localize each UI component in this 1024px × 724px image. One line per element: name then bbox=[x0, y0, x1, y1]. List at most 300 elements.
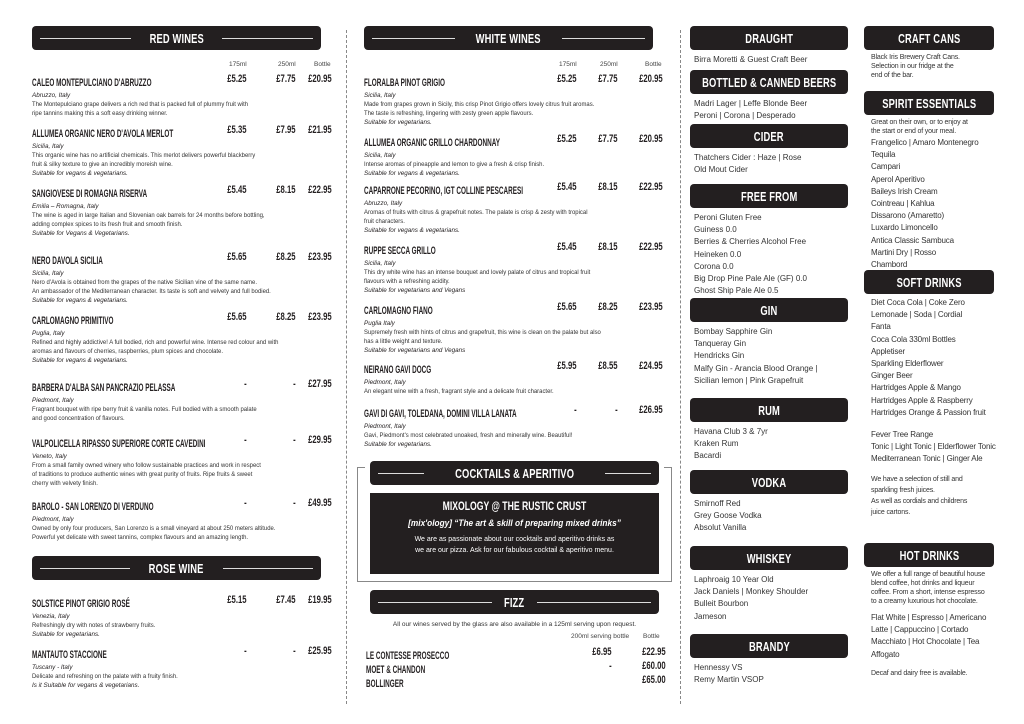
wine-description: flavours with a refreshing acidity. bbox=[364, 278, 450, 285]
wine-price: - bbox=[574, 404, 577, 416]
section-title: WHISKEY bbox=[746, 550, 792, 566]
wine-name: CAPARRONE PECORINO, IGT COLLINE PESCARESI bbox=[364, 185, 524, 197]
section-title: FIZZ bbox=[504, 594, 525, 610]
section-title: FREE FROM bbox=[740, 188, 798, 204]
wine-price: £25.95 bbox=[308, 645, 332, 657]
intro-text: We offer a full range of beautiful house bbox=[871, 571, 985, 578]
wine-price: £23.95 bbox=[308, 311, 332, 323]
drink-item: Jameson bbox=[694, 611, 727, 621]
drink-item: Luxardo Limoncello bbox=[871, 223, 938, 233]
size-header-1: 250ml bbox=[278, 61, 296, 68]
fizz-name: BOLLINGER bbox=[366, 678, 404, 690]
wine-price: - bbox=[293, 378, 296, 390]
wine-description: The Montepulciano grape delivers a rich red that is packed full of plummy fruit with bbox=[32, 101, 249, 108]
wine-region: Puglia, Italy bbox=[32, 330, 65, 337]
drink-item: Ginger Beer bbox=[871, 371, 913, 381]
header-rule bbox=[537, 602, 651, 603]
drink-item: Tonic | Light Tonic | Elderflower Tonic bbox=[871, 442, 996, 452]
wine-price: £20.95 bbox=[639, 73, 663, 85]
drink-item: Old Mout Cider bbox=[694, 165, 748, 175]
intro-text: Great on their own, or to enjoy at bbox=[871, 119, 968, 126]
drink-item: Coca Cola 330ml Bottles bbox=[871, 334, 956, 344]
drink-item: Appletiser bbox=[871, 346, 906, 356]
drink-item: Aperol Aperitivo bbox=[871, 174, 925, 184]
drink-list bbox=[871, 297, 1021, 518]
mixology-text-1: We are as passionate about our cocktails and aperitivo drinks as bbox=[414, 536, 615, 543]
fizz-note: All our wines served by the glass are also available in a 125ml serving upon request. bbox=[392, 621, 637, 628]
drink-item: Fever Tree Range bbox=[871, 430, 934, 440]
section-header bbox=[690, 634, 848, 658]
fizz-name: MOET & CHANDON bbox=[366, 664, 426, 676]
wine-region: Abruzzo, Italy bbox=[32, 92, 71, 99]
wine-price: £22.95 bbox=[639, 181, 663, 193]
size-header-0: 175ml bbox=[229, 61, 247, 68]
wine-description: Owned by only four producers, San Lorenzo is a small vineyard at about 250 meters altitude. bbox=[32, 525, 276, 532]
note-text: Decaf and dairy free is available. bbox=[871, 669, 968, 677]
drink-item: Fanta bbox=[871, 322, 891, 332]
section-title: COCKTAILS & APERITIVO bbox=[455, 465, 575, 481]
wine-description: fruit characters. bbox=[364, 218, 405, 225]
fizz-price: £60.00 bbox=[642, 660, 666, 672]
intro-text: Black Iris Brewery Craft Cans. bbox=[871, 54, 960, 61]
mixology-panel bbox=[370, 493, 659, 574]
section-title: SPIRIT ESSENTIALS bbox=[882, 95, 976, 111]
wine-item bbox=[32, 434, 337, 488]
wine-price: £5.45 bbox=[227, 184, 247, 196]
wine-price: - bbox=[293, 434, 296, 446]
wine-description: fruit & silky texture to give an incredibly moreish wine. bbox=[32, 161, 173, 168]
drink-item: Baileys Irish Cream bbox=[871, 186, 938, 196]
wine-item bbox=[32, 251, 337, 305]
wine-description: This dry white wine has an intense bouquet and lovely palate of citrus and tropical fruit bbox=[364, 269, 591, 276]
section-title: RED WINES bbox=[149, 30, 204, 46]
wine-price: £8.15 bbox=[276, 184, 296, 196]
column-divider bbox=[346, 30, 347, 704]
wine-region: Piedmont, Italy bbox=[32, 397, 74, 404]
drink-item: Heineken 0.0 bbox=[694, 249, 742, 259]
drink-item: Corona 0.0 bbox=[694, 261, 734, 271]
section-title: BRANDY bbox=[748, 638, 790, 654]
drink-list bbox=[871, 53, 1021, 80]
wine-region: Sicilia, Italy bbox=[32, 143, 64, 150]
wine-suitability: Suitable for Vegans & Vegetarians. bbox=[32, 230, 130, 237]
wine-region: Emilia – Romagna, Italy bbox=[32, 203, 99, 210]
drink-list bbox=[694, 574, 854, 623]
wine-description: and good concentration of flavours. bbox=[32, 415, 125, 422]
section-header bbox=[690, 398, 848, 422]
wine-description: This organic wine has no artificial chemicals. This merlot delivers powerful blackberry bbox=[32, 152, 256, 159]
wine-description: Nero d'Avola is obtained from the grapes of the native Sicilian vine of the same name. bbox=[32, 279, 258, 286]
section-header bbox=[32, 556, 321, 580]
wine-suitability: Suitable for vegans & vegetarians. bbox=[32, 170, 128, 177]
fizz-header bbox=[370, 590, 659, 614]
drink-list bbox=[694, 662, 854, 686]
fizz-name: LE CONTESSE PROSECCO bbox=[366, 650, 450, 662]
drink-item: Absolut Vanilla bbox=[694, 523, 747, 533]
drink-item: Tequila bbox=[871, 150, 896, 160]
wine-name: SANGIOVESE DI ROMAGNA RISERVA bbox=[32, 188, 148, 200]
wine-name: BARBERA D'ALBA SAN PANCRAZIO PELASSA bbox=[32, 382, 176, 394]
drink-item: Thatchers Cider : Haze | Rose bbox=[694, 153, 802, 162]
wine-suitability: Suitable for vegans & vegetarians. bbox=[364, 170, 460, 177]
wine-item bbox=[32, 594, 337, 639]
wine-price: £22.95 bbox=[639, 241, 663, 253]
drink-item: Macchiato | Hot Chocolate | Tea bbox=[871, 637, 980, 647]
section-title: BOTTLED & CANNED BEERS bbox=[701, 74, 837, 90]
section-header bbox=[690, 546, 848, 570]
wine-description: The wine is aged in large Italian and Slovenian oak barrels for 24 months before bottling, bbox=[32, 212, 265, 219]
drink-item: Lemonade | Soda | Cordial bbox=[871, 310, 963, 320]
section-header bbox=[864, 91, 994, 115]
section-title: GIN bbox=[760, 302, 778, 318]
wine-price: - bbox=[244, 434, 247, 446]
header-rule bbox=[372, 38, 455, 39]
wine-description: aromas and flavours of cherries, raspberries, plum spices and chocolate. bbox=[32, 348, 223, 355]
wine-description: of traditions to produce authentic wines with great purity of fruits. Ripe fruits & sweet bbox=[32, 471, 253, 478]
wine-price: £5.45 bbox=[557, 241, 577, 253]
wine-price: £29.95 bbox=[308, 434, 332, 446]
drink-list bbox=[694, 54, 854, 66]
header-rule bbox=[223, 568, 313, 569]
drink-item: Peroni | Corona | Desperado bbox=[694, 111, 796, 121]
drink-item: Diet Coca Cola | Coke Zero bbox=[871, 298, 965, 307]
drink-item: Mediterranean Tonic | Ginger Ale bbox=[871, 454, 983, 464]
section-title: SOFT DRINKS bbox=[896, 274, 962, 290]
intro-text: the start or end of your meal. bbox=[871, 128, 956, 135]
drink-item: Laphroaig 10 Year Old bbox=[694, 575, 774, 584]
wine-name: NERO DAVOLA SICILIA bbox=[32, 255, 103, 267]
wine-description: Refreshingly dry with notes of strawberry fruits. bbox=[32, 622, 156, 629]
size-header-2: Bottle bbox=[645, 61, 662, 68]
drink-item: Hartridges Apple & Raspberry bbox=[871, 395, 973, 405]
wine-name: NEIRANO GAVI DOCG bbox=[364, 364, 432, 376]
section-header bbox=[864, 270, 994, 294]
size-header-0: 175ml bbox=[559, 61, 577, 68]
drink-item: Bacardi bbox=[694, 451, 722, 461]
wine-name: CALEO MONTEPULCIANO D'ABRUZZO bbox=[32, 77, 152, 89]
drink-item: Hartridges Orange & Passion fruit bbox=[871, 407, 986, 417]
wine-name: GAVI DI GAVI, TOLEDANA, DOMINI VILLA LANATA bbox=[364, 408, 517, 420]
intro-text: to a creamy luxurious hot chocolate. bbox=[871, 598, 978, 605]
fizz-item bbox=[366, 674, 666, 692]
section-title: DRAUGHT bbox=[745, 30, 793, 46]
drink-item: Bombay Sapphire Gin bbox=[694, 327, 773, 336]
wine-price: £21.95 bbox=[308, 124, 332, 136]
header-rule bbox=[40, 568, 130, 569]
fizz-price: - bbox=[609, 660, 612, 672]
wine-price: £8.55 bbox=[598, 360, 618, 372]
drink-list bbox=[694, 498, 854, 535]
intro-text: Selection in our fridge at the bbox=[871, 63, 954, 70]
wine-region: Puglia Italy bbox=[364, 320, 395, 327]
fizz-price: £65.00 bbox=[642, 674, 666, 686]
wine-region: Piedmont, Italy bbox=[364, 379, 406, 386]
section-header bbox=[690, 470, 848, 494]
wine-price: £7.75 bbox=[598, 73, 618, 85]
drink-item: Kraken Rum bbox=[694, 439, 739, 449]
section-title: VODKA bbox=[751, 474, 787, 490]
wine-price: £5.65 bbox=[227, 251, 247, 263]
wine-name: BAROLO - SAN LORENZO DI VERDUNO bbox=[32, 501, 154, 513]
wine-price: £23.95 bbox=[639, 301, 663, 313]
section-header bbox=[364, 26, 653, 50]
drink-item: Malfy Gin - Arancia Blood Orange | bbox=[694, 363, 818, 373]
drink-item: Guiness 0.0 bbox=[694, 225, 737, 235]
wine-price: £7.95 bbox=[276, 124, 296, 136]
wine-price: £5.15 bbox=[227, 594, 247, 606]
wine-description: Powerful yet delicate with sweet tannins, complex flavours and an amazing length. bbox=[32, 534, 249, 541]
drink-item: Hartridges Apple & Mango bbox=[871, 383, 961, 393]
wine-name: VALPOLICELLA RIPASSO SUPERIORE CORTE CAVEDINI bbox=[32, 438, 206, 450]
drink-item: Cointreau | Kahlua bbox=[871, 199, 935, 209]
wine-description: Refined and highly addictive! A full bodied, rich and powerful wine. Intense red colour and with bbox=[32, 339, 279, 346]
section-title: WHITE WINES bbox=[475, 30, 542, 46]
wine-price: £8.25 bbox=[276, 251, 296, 263]
header-rule bbox=[378, 473, 424, 474]
section-header bbox=[864, 26, 994, 50]
wine-price: £26.95 bbox=[639, 404, 663, 416]
wine-price: £5.45 bbox=[557, 181, 577, 193]
wine-description: has a little weight and texture. bbox=[364, 338, 443, 345]
wine-price: £5.65 bbox=[227, 311, 247, 323]
note-text: juice cartons. bbox=[871, 508, 911, 516]
wine-price: £8.15 bbox=[598, 181, 618, 193]
wine-region: Sicilia, Italy bbox=[32, 270, 64, 277]
wine-item bbox=[32, 73, 337, 118]
wine-description: The taste is refreshing, lingering with zesty green apple flavours. bbox=[364, 110, 534, 117]
wine-suitability: Suitable for vegetarians. bbox=[364, 441, 432, 448]
column-divider bbox=[680, 30, 681, 704]
drink-item: Peroni Gluten Free bbox=[694, 213, 762, 222]
header-rule bbox=[40, 38, 131, 39]
drink-item: Big Drop Pine Pale Ale (GF) 0.0 bbox=[694, 274, 807, 284]
drink-item: Madri Lager | Leffe Blonde Beer bbox=[694, 99, 808, 108]
wine-item bbox=[364, 360, 669, 396]
section-header bbox=[690, 70, 848, 94]
spacer bbox=[871, 661, 1021, 669]
wine-price: £49.95 bbox=[308, 497, 332, 509]
wine-item bbox=[32, 497, 337, 542]
wine-description: An elegant wine with a fresh, fragrant style and a delicate fruit character. bbox=[364, 388, 554, 395]
section-title: CIDER bbox=[754, 128, 784, 144]
wine-description: adding complex spices to its fresh fruit and smooth finish. bbox=[32, 221, 183, 228]
wine-region: Tuscany - Italy bbox=[32, 664, 73, 671]
fizz-col-bottle: Bottle bbox=[643, 633, 660, 640]
section-header bbox=[32, 26, 321, 50]
drink-list bbox=[694, 98, 854, 122]
wine-region: Sicilia, Italy bbox=[364, 260, 396, 267]
wine-price: - bbox=[244, 378, 247, 390]
wine-item bbox=[364, 181, 669, 235]
wine-price: £27.95 bbox=[308, 378, 332, 390]
wine-description: Fragrant bouquet with ripe berry fruit & vanilla notes. Full bodied with a smooth palate bbox=[32, 406, 257, 413]
drink-item: Remy Martin VSOP bbox=[694, 675, 764, 685]
wine-price: £23.95 bbox=[308, 251, 332, 263]
wine-region: Piedmont, Italy bbox=[364, 423, 406, 430]
wine-price: £7.75 bbox=[276, 73, 296, 85]
wine-item bbox=[364, 404, 669, 449]
drink-item bbox=[871, 419, 1021, 429]
header-rule bbox=[378, 602, 492, 603]
wine-price: - bbox=[293, 497, 296, 509]
wine-suitability: Suitable for vegans & vegetarians. bbox=[32, 297, 128, 304]
section-header bbox=[690, 184, 848, 208]
wine-region: Piedmont, Italy bbox=[32, 516, 74, 523]
mixology-title: MIXOLOGY @ THE RUSTIC CRUST bbox=[442, 499, 587, 513]
section-header bbox=[690, 298, 848, 322]
wine-suitability: Suitable for vegans & vegetarians. bbox=[32, 357, 128, 364]
wine-suitability: Suitable for vegetarians. bbox=[364, 119, 432, 126]
spacer bbox=[871, 466, 1021, 474]
note-text: We have a selection of still and bbox=[871, 475, 963, 483]
wine-suitability: Is it Suitable for vegans & vegetarians. bbox=[32, 682, 140, 689]
wine-price: £5.95 bbox=[557, 360, 577, 372]
fizz-col-200ml: 200ml serving bottle bbox=[571, 633, 630, 640]
wine-description: Made from grapes grown in Sicily, this crisp Pinot Grigio offers lovely citrus fruit aromas. bbox=[364, 101, 595, 108]
wine-price: £8.15 bbox=[598, 241, 618, 253]
drink-list bbox=[694, 326, 854, 387]
intro-text: blend coffee, hot drinks and liqueur bbox=[871, 580, 975, 587]
wine-price: £19.95 bbox=[308, 594, 332, 606]
section-header bbox=[864, 543, 994, 567]
size-header-1: 250ml bbox=[600, 61, 618, 68]
wine-description: Supremely fresh with hints of citrus and grapefruit, this wine is clean on the palate but also bbox=[364, 329, 601, 336]
drink-item: Campari bbox=[871, 162, 901, 172]
wine-item bbox=[32, 378, 337, 423]
drink-item: Hennessy VS bbox=[694, 663, 743, 672]
drink-list bbox=[694, 426, 854, 463]
section-title: HOT DRINKS bbox=[899, 547, 959, 563]
drink-list bbox=[694, 152, 854, 176]
drink-item: Grey Goose Vodka bbox=[694, 511, 762, 521]
wine-description: Delicate and refreshing on the palate with a fruity finish. bbox=[32, 673, 178, 680]
drink-item: Latte | Cappuccino | Cortado bbox=[871, 625, 969, 635]
drink-item: Martini Dry | Rosso bbox=[871, 247, 937, 257]
fizz-price: £22.95 bbox=[642, 646, 666, 658]
wine-region: Sicilia, Italy bbox=[364, 152, 396, 159]
wine-price: £22.95 bbox=[308, 184, 332, 196]
drink-item: Sparkling Elderflower bbox=[871, 359, 944, 369]
wine-region: Sicilia, Italy bbox=[364, 92, 396, 99]
wine-price: £20.95 bbox=[308, 73, 332, 85]
wine-name: CARLOMAGNO PRIMITIVO bbox=[32, 315, 114, 327]
wine-name: FLORALBA PINOT GRIGIO bbox=[364, 77, 445, 89]
wine-name: SOLSTICE PINOT GRIGIO ROSÉ bbox=[32, 598, 130, 610]
wine-item bbox=[364, 73, 669, 127]
wine-description: ripe tannins making this a soft easy drinking winner. bbox=[32, 110, 168, 117]
wine-price: - bbox=[615, 404, 618, 416]
drink-item: Dissarono (Amaretto) bbox=[871, 211, 945, 221]
wine-item bbox=[32, 124, 337, 178]
drink-item: Hendricks Gin bbox=[694, 351, 745, 361]
wine-item bbox=[364, 133, 669, 178]
wine-description: An ambassador of the Mediterranean character. Its taste is soft and velvety and full bodied. bbox=[32, 288, 271, 295]
fizz-price: £6.95 bbox=[592, 646, 612, 658]
wine-item bbox=[364, 241, 669, 295]
drink-item: Tanqueray Gin bbox=[694, 339, 747, 349]
wine-region: Veneto, Italy bbox=[32, 453, 67, 460]
intro-text: end of the bar. bbox=[871, 72, 914, 79]
section-title: RUM bbox=[758, 402, 780, 418]
wine-name: RUPPE SECCA GRILLO bbox=[364, 245, 436, 257]
wine-price: £5.25 bbox=[557, 133, 577, 145]
wine-description: Gavi, Piedmont's most celebrated unoaked, fresh and minerally wine. Beautiful! bbox=[364, 432, 573, 439]
drink-item: Ghost Ship Pale Ale 0.5 bbox=[694, 286, 779, 296]
wine-suitability: Suitable for vegetarians and Vegans bbox=[364, 347, 466, 354]
section-title: CRAFT CANS bbox=[897, 30, 961, 46]
drink-item: Sicilian lemon | Pink Grapefruit bbox=[694, 375, 804, 385]
wine-price: £8.25 bbox=[598, 301, 618, 313]
wine-price: £24.95 bbox=[639, 360, 663, 372]
drink-item: Flat White | Espresso | Americano bbox=[871, 613, 987, 622]
section-header bbox=[690, 124, 848, 148]
drink-item: Affogato bbox=[871, 649, 900, 659]
header-rule bbox=[222, 38, 313, 39]
drink-item: Havana Club 3 & 7yr bbox=[694, 427, 768, 436]
wine-price: £5.25 bbox=[227, 73, 247, 85]
header-rule bbox=[562, 38, 645, 39]
wine-name: MANTAUTO STACCIONE bbox=[32, 649, 107, 661]
wine-region: Venezia, Italy bbox=[32, 613, 70, 620]
wine-price: - bbox=[244, 497, 247, 509]
note-text: sparkling fresh juices. bbox=[871, 486, 935, 494]
wine-item bbox=[364, 301, 669, 355]
drink-item: Chambord bbox=[871, 260, 908, 270]
wine-item bbox=[32, 311, 337, 365]
intro-text: coffee. From a short, intense espresso bbox=[871, 589, 985, 596]
wine-item bbox=[32, 645, 337, 690]
mixology-text-2: we are our pizza. Ask for our fabulous cocktail & aperitivo menu. bbox=[415, 547, 614, 554]
wine-name: ALLUMEA ORGANIC GRILLO CHARDONNAY bbox=[364, 137, 500, 149]
wine-suitability: Suitable for vegans & vegetarians. bbox=[364, 227, 460, 234]
drink-item: Bulleit Bourbon bbox=[694, 599, 749, 609]
wine-price: £7.45 bbox=[276, 594, 296, 606]
wine-description: Intense aromas of pineapple and lemon to give a fresh & crisp finish. bbox=[364, 161, 545, 168]
header-rule bbox=[605, 473, 651, 474]
wine-name: ALLUMEA ORGANIC NERO D'AVOLA MERLOT bbox=[32, 128, 174, 140]
drink-item: Jack Daniels | Monkey Shoulder bbox=[694, 587, 809, 597]
drink-list bbox=[871, 570, 1021, 678]
wine-name: CARLOMAGNO FIANO bbox=[364, 305, 433, 317]
section-title: ROSE WINE bbox=[149, 560, 204, 576]
wine-price: £5.25 bbox=[557, 73, 577, 85]
wine-description: cherry with velvety finish. bbox=[32, 480, 98, 487]
wine-price: £5.35 bbox=[227, 124, 247, 136]
section-header bbox=[690, 26, 848, 50]
wine-price: - bbox=[293, 645, 296, 657]
drink-list bbox=[871, 118, 1021, 271]
wine-suitability: Suitable for vegetarians and Vegans bbox=[364, 287, 466, 294]
wine-suitability: Suitable for vegetarians. bbox=[32, 631, 100, 638]
wine-description: From a small family owned winery who follow sustainable practices and work in respect bbox=[32, 462, 261, 469]
wine-item bbox=[32, 184, 337, 238]
wine-price: £5.65 bbox=[557, 301, 577, 313]
drink-list bbox=[694, 212, 854, 297]
cocktails-header bbox=[370, 461, 659, 485]
drink-item: Birra Moretti & Guest Craft Beer bbox=[694, 55, 808, 64]
wine-price: £8.25 bbox=[276, 311, 296, 323]
size-header-2: Bottle bbox=[314, 61, 331, 68]
wine-price: £7.75 bbox=[598, 133, 618, 145]
drink-item: Antica Classic Sambuca bbox=[871, 235, 954, 245]
note-text: As well as cordials and childrens bbox=[871, 497, 968, 505]
wine-price: - bbox=[244, 645, 247, 657]
wine-price: £20.95 bbox=[639, 133, 663, 145]
wine-description: Aromas of fruits with citrus & grapefruit notes. The palate is crisp & zesty with tropical bbox=[364, 209, 588, 216]
drink-item: Berries & Cherries Alcohol Free bbox=[694, 237, 807, 247]
mixology-tagline: [mix'ology] “The art & skill of preparing mixed drinks” bbox=[408, 518, 621, 528]
drink-item: Smirnoff Red bbox=[694, 499, 741, 508]
